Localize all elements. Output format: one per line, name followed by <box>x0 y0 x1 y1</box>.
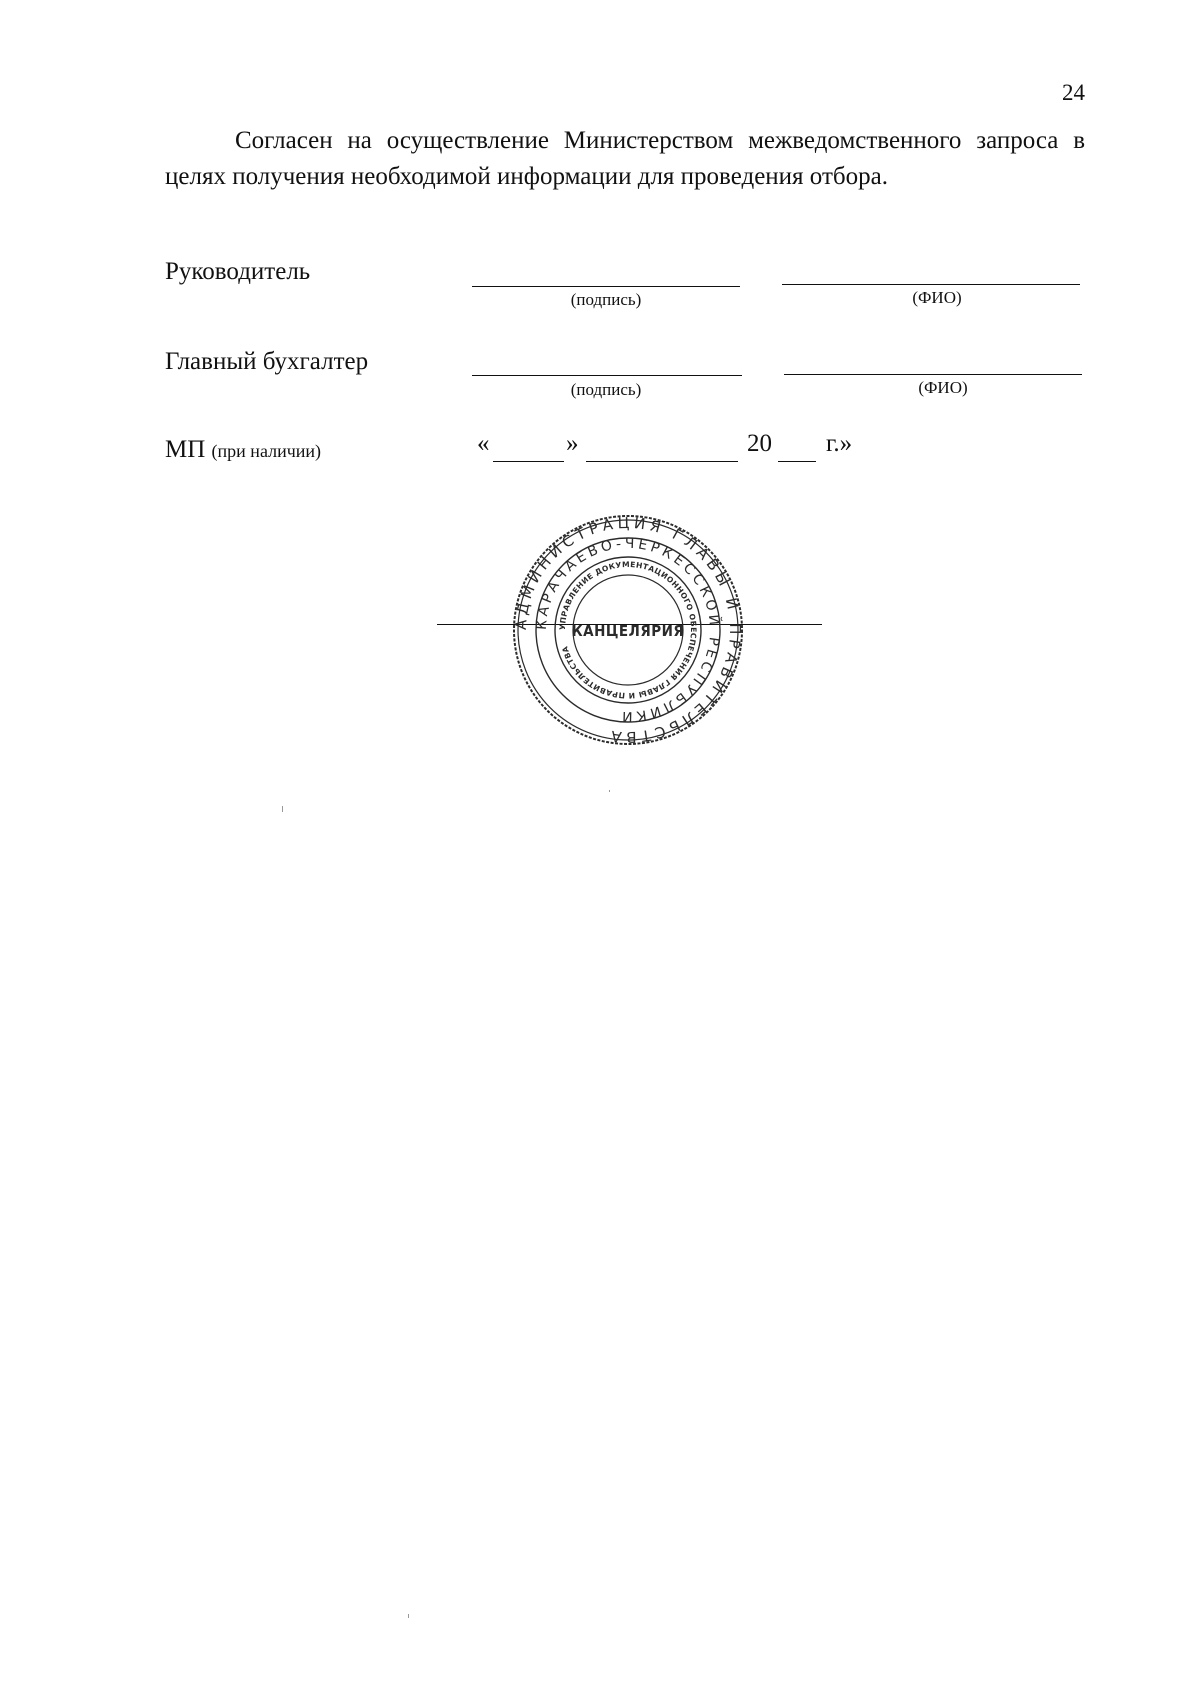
date-day-line <box>493 461 564 462</box>
page-number: 24 <box>1062 80 1085 105</box>
official-stamp <box>510 512 746 748</box>
scan-speck <box>282 806 283 812</box>
date-open-quote: « <box>477 430 490 457</box>
accountant-name-line <box>784 374 1082 375</box>
date-year-line <box>778 461 816 462</box>
accountant-signature-caption: (подпись) <box>570 380 642 399</box>
consent-paragraph: Согласен на осуществление Министерством межведомственного запроса в целях получения необходимой информации для проведения отбора. <box>165 127 1085 190</box>
head-label: Руководитель <box>165 258 311 285</box>
stamp-inner-text: УПРАВЛЕНИЕ ДОКУМЕНТАЦИОННОГО ОБЕСПЕЧЕНИЯ ГЛАВЫ И ПРАВИТЕЛЬСТВА <box>557 559 699 701</box>
date-month-line <box>586 461 738 462</box>
head-name-caption: (ФИО) <box>912 288 962 307</box>
accountant-name-caption: (ФИО) <box>918 378 968 397</box>
head-signature-line <box>472 286 740 287</box>
date-close-quote: » <box>566 430 579 457</box>
stamp-center-text: КАНЦЕЛЯРИЯ <box>571 622 685 640</box>
scan-speck <box>609 790 610 792</box>
date-year-prefix: 20 <box>747 430 772 457</box>
date-year-suffix: г.» <box>826 430 853 457</box>
seal-label <box>165 436 321 464</box>
scan-speck <box>408 1614 409 1618</box>
head-signature-caption: (подпись) <box>570 290 642 309</box>
stamp-outer-text: АДМИНИСТРАЦИЯ ГЛАВЫ И ПРАВИТЕЛЬСТВА <box>511 513 745 747</box>
accountant-signature-line <box>472 375 742 376</box>
accountant-label: Главный бухгалтер <box>165 348 369 375</box>
stamp-middle-text: КАРАЧАЕВО-ЧЕРКЕССКОЙ РЕСПУБЛИКИ <box>533 535 723 725</box>
head-name-line <box>782 284 1080 285</box>
seal-label-main: МП <box>165 436 206 463</box>
stamp-seal-icon <box>510 512 746 748</box>
seal-label-note: (при наличии) <box>211 441 322 461</box>
